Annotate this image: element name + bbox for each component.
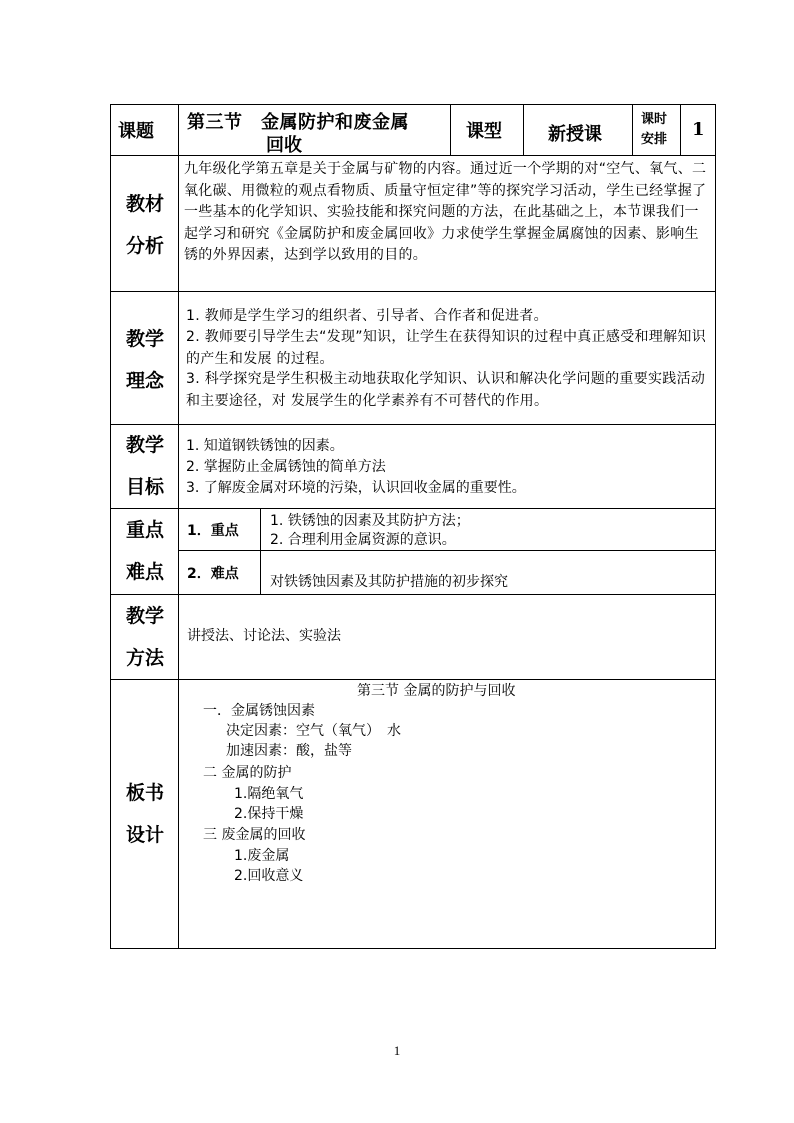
board-title: 第三节 金属的防护与回收 (357, 683, 516, 699)
type-label: 课型 (466, 121, 502, 142)
header-divider-value (632, 104, 633, 155)
goal-item: 2. 掌握防止金属锈蚀的简单方法 (186, 459, 386, 475)
row-divider (110, 679, 716, 680)
methods-label-line1: 教学 (125, 605, 164, 627)
header-divider-topic (450, 104, 451, 155)
difficulty-text: 对铁锈蚀因素及其防护措施的初步探究 (270, 574, 508, 590)
topic-title-line2: 回收 (266, 135, 302, 156)
goal-item: 1. 知道钢铁锈蚀的因素。 (186, 438, 344, 454)
keypoint-subcolumn-divider (260, 508, 261, 594)
board-label-line2: 设计 (125, 824, 164, 846)
type-value: 新授课 (548, 124, 602, 145)
topic-label: 课题 (118, 121, 154, 142)
board-line: 1.废金属 (234, 848, 290, 864)
methods-label-line2: 方法 (125, 647, 164, 669)
board-line: 决定因素：空气（氧气） 水 (226, 723, 401, 739)
board-line: 加速因素：酸，盐等 (226, 743, 352, 759)
hours-value: 1 (692, 119, 705, 140)
focus-label: 1．重点 (187, 523, 239, 539)
hours-label-line1: 课时 (641, 112, 668, 127)
philosophy-label-line2: 理念 (125, 370, 164, 392)
page-number: 1 (393, 1043, 401, 1058)
row-divider (110, 508, 716, 509)
analysis-label-line2: 分析 (125, 235, 164, 257)
label-column-divider (178, 104, 179, 949)
topic-title-line1: 第三节 金属防护和废金属 (187, 112, 409, 133)
philosophy-label-line1: 教学 (125, 328, 164, 350)
header-divider-type (523, 104, 524, 155)
goals-label-line1: 教学 (125, 434, 164, 456)
board-line: 2.回收意义 (234, 868, 304, 884)
board-line: 一．金属锈蚀因素 (203, 703, 315, 719)
focus-item: 1. 铁锈蚀的因素及其防护方法； (270, 513, 470, 529)
board-line: 三 废金属的回收 (203, 827, 306, 843)
board-line: 1.隔绝氧气 (234, 786, 304, 802)
goal-item: 3. 了解废金属对环境的污染，认识回收金属的重要性。 (186, 480, 526, 496)
header-divider-hours (680, 104, 681, 155)
analysis-text: 九年级化学第五章是关于金属与矿物的内容。通过近一个学期的对“空气、氧气、二氧化碳、用微粒的观点看物质、质量守恒定律”等的探究学习活动，学生已经掌握了一些基本的化学知识、实验技能和探究问题的方法，在此基础之上，本节课我们一起学习和研究《金属防护和废金属回收》力求使学生掌握金属腐蚀的因素、影响生锈的外界因素，达到学以致用的目的。 (184, 161, 707, 263)
keypoints-label-line2: 难点 (125, 561, 164, 583)
philosophy-item: 3. 科学探究是学生积极主动地获取化学知识、认识和解决化学问题的重要实践活动和主要途径，对 发展学生的化学素养有不可替代的作用。 (186, 371, 706, 409)
goals-label-line2: 目标 (125, 476, 164, 498)
methods-text: 讲授法、讨论法、实验法 (187, 628, 341, 644)
row-divider (110, 594, 716, 595)
difficulty-label: 2．难点 (187, 566, 239, 582)
philosophy-item: 1. 教师是学生学习的组织者、引导者、合作者和促进者。 (186, 308, 548, 324)
row-divider (110, 424, 716, 425)
focus-item: 2. 合理利用金属资源的意识。 (270, 532, 456, 548)
hours-label-line2: 安排 (641, 132, 668, 147)
philosophy-item: 2. 教师要引导学生去“发现”知识，让学生在获得知识的过程中真正感受和理解知识的产生和发展 的过程。 (186, 329, 707, 367)
board-line: 二 金属的防护 (203, 765, 292, 781)
row-divider (110, 155, 716, 156)
analysis-label-line1: 教材 (125, 193, 164, 215)
keypoints-label-line1: 重点 (125, 519, 164, 541)
row-divider (110, 291, 716, 292)
board-label-line1: 板书 (125, 782, 164, 804)
board-line: 2.保持干燥 (234, 806, 304, 822)
